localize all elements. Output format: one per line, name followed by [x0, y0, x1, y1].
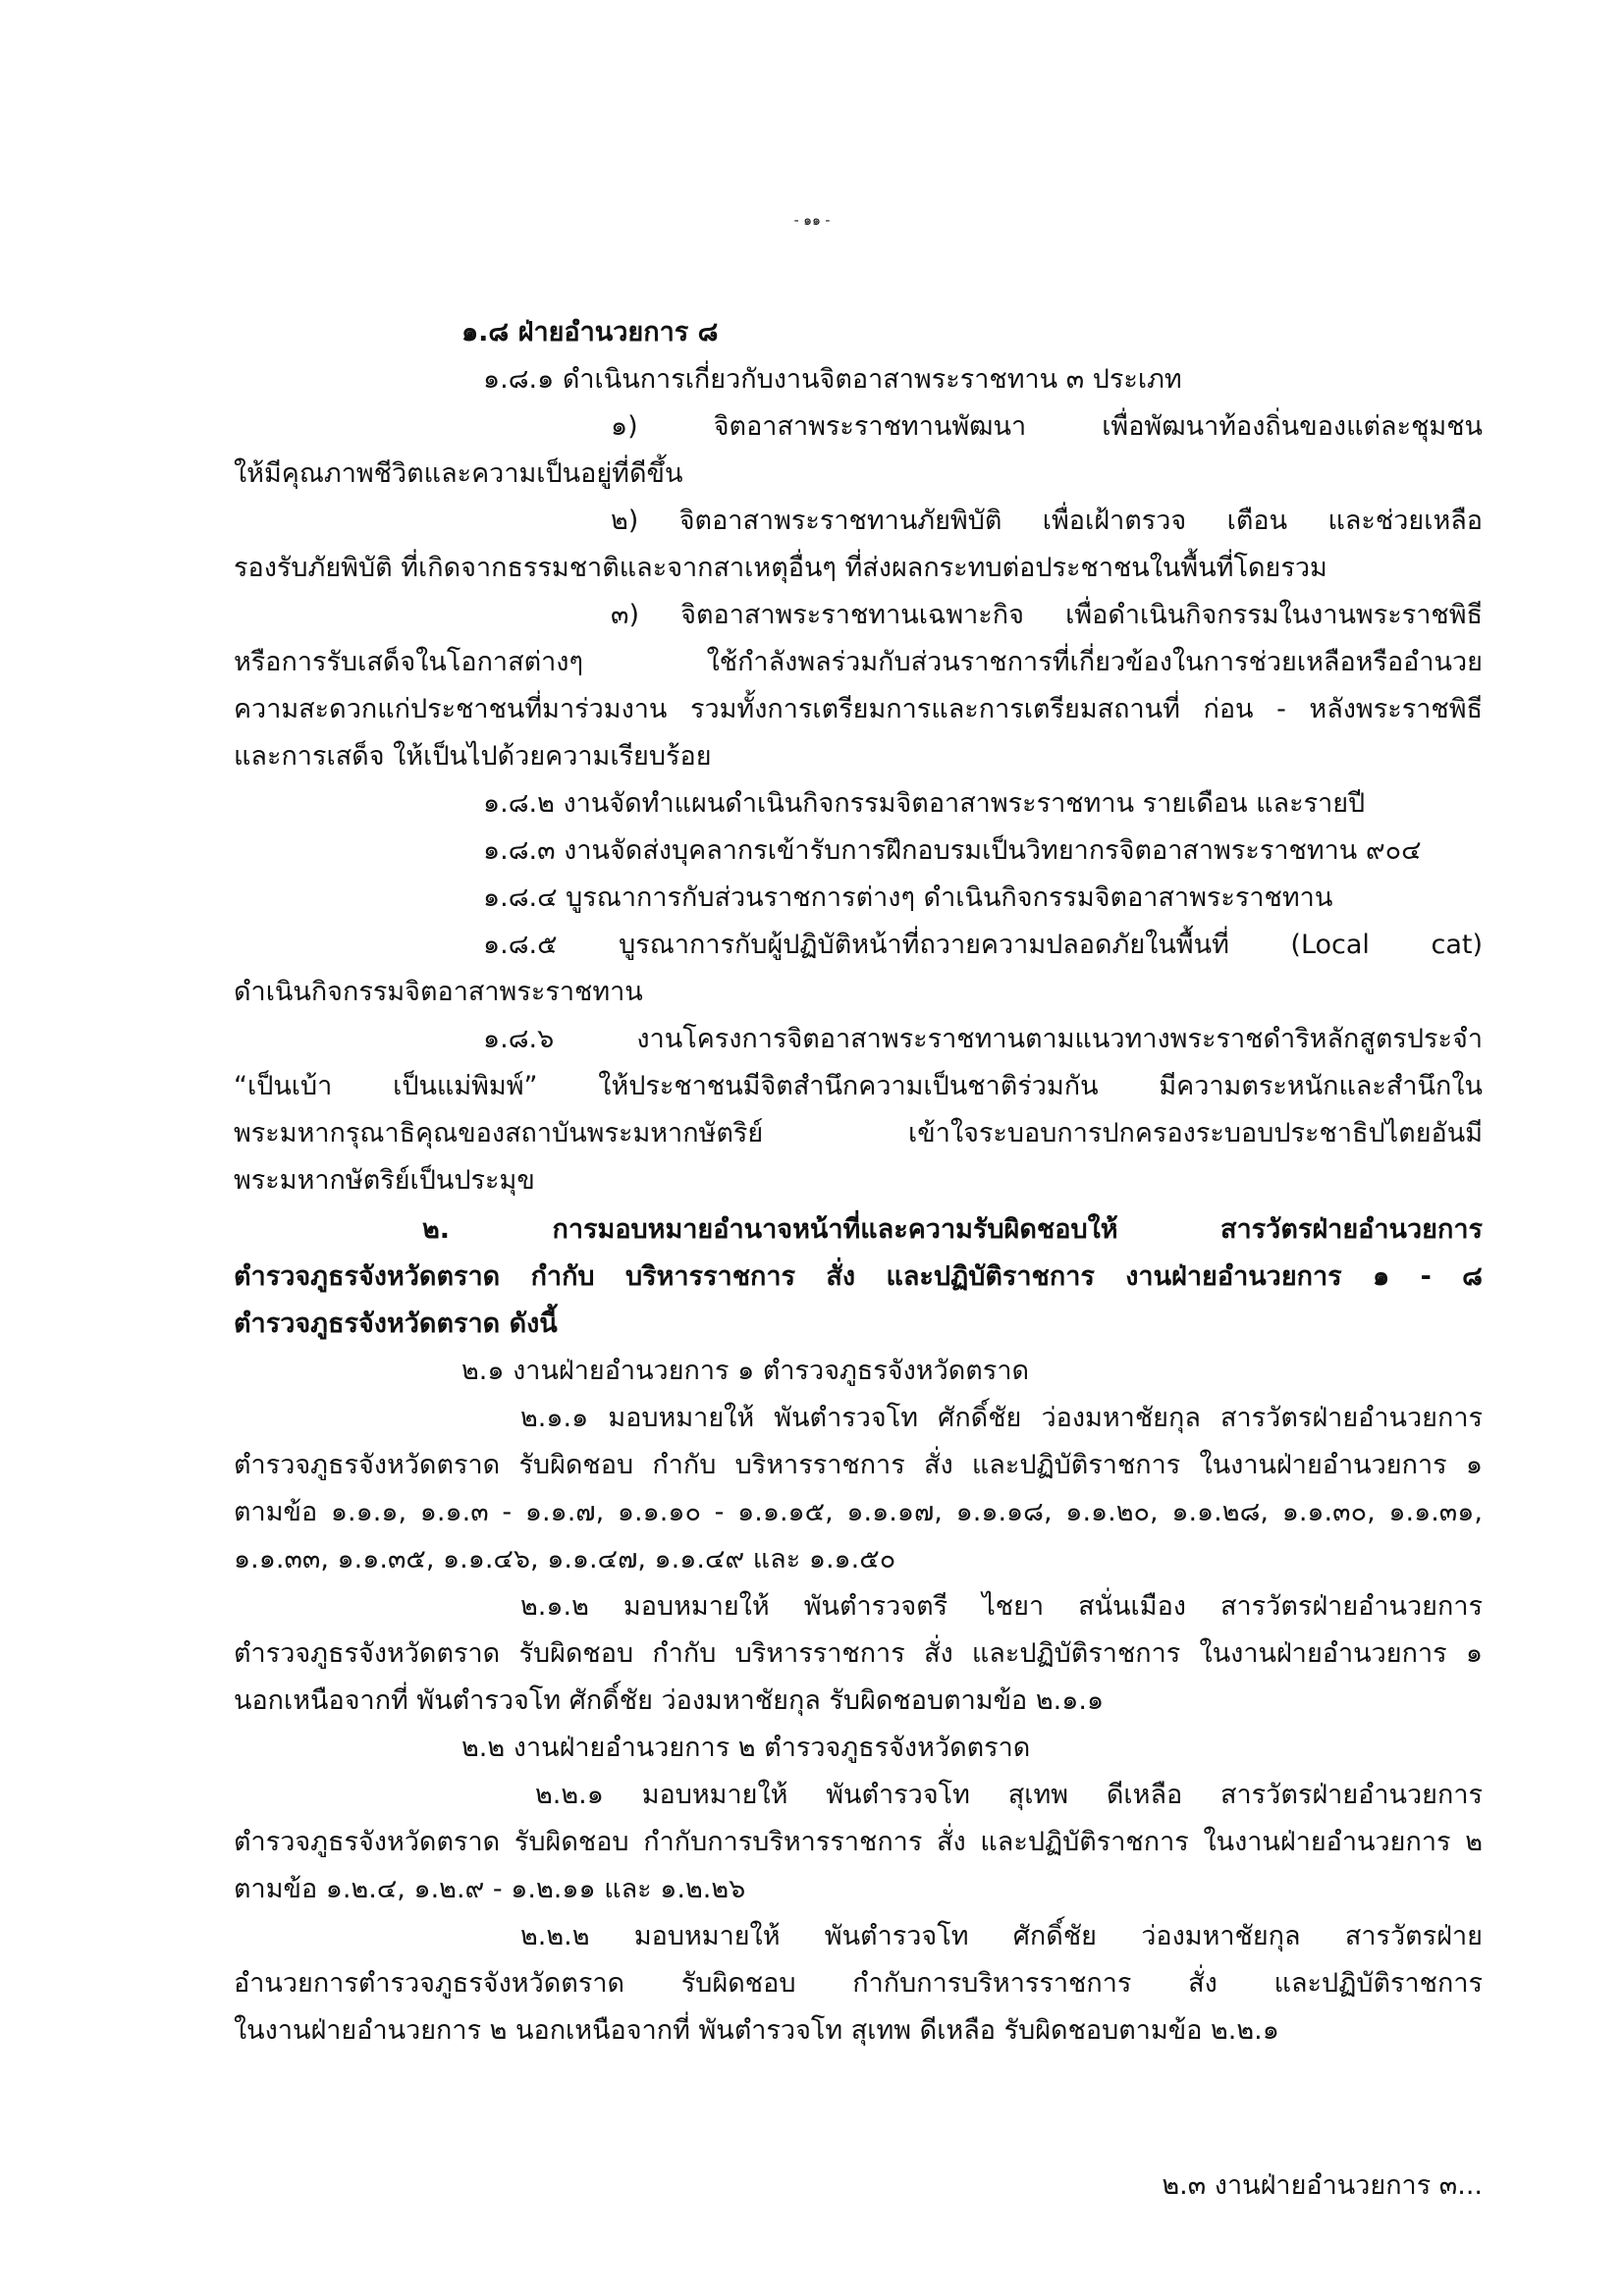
- sub-1-line-1: ๑) จิตอาสาพระราชทานพัฒนา เพื่อพัฒนาท้องถิ่นของแต่ละชุมชน: [611, 411, 1483, 442]
- sub-3-line-1: ๓) จิตอาสาพระราชทานเฉพาะกิจ เพื่อดำเนินกิจกรรมในงานพระราชพิธี: [611, 600, 1483, 630]
- section-2-heading-line-2: ตำรวจภูธรจังหวัดตราด กำกับ บริหารราชการ สั่ง และปฏิบัติราชการ งานฝ่ายอำนวยการ ๑ - ๘: [234, 1261, 1483, 1292]
- item-2-2-1-line-3: ตามข้อ ๑.๒.๔, ๑.๒.๙ - ๑.๒.๑๑ และ ๑.๒.๒๖: [234, 1874, 746, 1904]
- item-1-8-6-line-4: พระมหากษัตริย์เป็นประมุข: [234, 1165, 535, 1196]
- item-1-8-3: ๑.๘.๓ งานจัดส่งบุคลากรเข้ารับการฝึกอบรมเป็นวิทยากรจิตอาสาพระราชทาน ๙๐๔: [483, 835, 1422, 866]
- item-2-1-1-line-3: ตามข้อ ๑.๑.๑, ๑.๑.๓ - ๑.๑.๗, ๑.๑.๑๐ - ๑.๑.๑๕, ๑.๑.๑๗, ๑.๑.๑๘, ๑.๑.๒๐, ๑.๑.๒๘, ๑.๑.๓๐, ๑.๑.๓๑,: [234, 1497, 1483, 1527]
- item-1-8-4: ๑.๘.๔ บูรณาการกับส่วนราชการต่างๆ ดำเนินกิจกรรมจิตอาสาพระราชทาน: [483, 882, 1333, 913]
- item-1-8-6-line-1: ๑.๘.๖ งานโครงการจิตอาสาพระราชทานตามแนวทางพระราชดำริหลักสูตรประจำ: [483, 1024, 1483, 1054]
- item-2-1-2-line-1: ๒.๑.๒ มอบหมายให้ พันตำรวจตรี ไชยา สนั่นเมือง สารวัตรฝ่ายอำนวยการ: [520, 1591, 1483, 1622]
- section-2-heading-line-3: ตำรวจภูธรจังหวัดตราด ดังนี้: [234, 1308, 558, 1339]
- item-2-2-2-line-3: ในงานฝ่ายอำนวยการ ๒ นอกเหนือจากที่ พันตำรวจโท สุเทพ ดีเหลือ รับผิดชอบตามข้อ ๒.๒.๑: [234, 2015, 1279, 2046]
- item-2-1-2-line-3: นอกเหนือจากที่ พันตำรวจโท ศักดิ์ชัย ว่องมหาชัยกุล รับผิดชอบตามข้อ ๒.๑.๑: [234, 1685, 1105, 1716]
- item-2-2-1-line-2: ตำรวจภูธรจังหวัดตราด รับผิดชอบ กำกับการบริหารราชการ สั่ง และปฏิบัติราชการ ในงานฝ่ายอำนวยการ ๒: [234, 1827, 1483, 1857]
- item-1-8-5-line-2: ดำเนินกิจกรรมจิตอาสาพระราชทาน: [234, 977, 643, 1007]
- item-2-1-1-line-2: ตำรวจภูธรจังหวัดตราด รับผิดชอบ กำกับ บริหารราชการ สั่ง และปฏิบัติราชการ ในงานฝ่ายอำนวยการ ๑: [234, 1450, 1483, 1480]
- item-2-1-1-line-1: ๒.๑.๑ มอบหมายให้ พันตำรวจโท ศักดิ์ชัย ว่องมหาชัยกุล สารวัตรฝ่ายอำนวยการ: [520, 1403, 1483, 1433]
- sub-3-line-2: หรือการรับเสด็จในโอกาสต่างๆ ใช้กำลังพลร่วมกับส่วนราชการที่เกี่ยวข้องในการช่วยเหลือหรืออำนวย: [234, 647, 1483, 677]
- item-2-2-1-line-1: ๒.๒.๑ มอบหมายให้ พันตำรวจโท สุเทพ ดีเหลือ สารวัตรฝ่ายอำนวยการ: [535, 1780, 1483, 1810]
- section-1-8-heading: ๑.๘ ฝ่ายอำนวยการ ๘: [461, 317, 719, 347]
- item-2-2-2-line-2: อำนวยการตำรวจภูธรจังหวัดตราด รับผิดชอบ กำกับการบริหารราชการ สั่ง และปฏิบัติราชการ: [234, 1968, 1483, 1999]
- item-2-1-2-line-2: ตำรวจภูธรจังหวัดตราด รับผิดชอบ กำกับ บริหารราชการ สั่ง และปฏิบัติราชการ ในงานฝ่ายอำนวยการ ๑: [234, 1638, 1483, 1669]
- page-number: - ๑๑ -: [793, 213, 831, 229]
- section-2-2-title: ๒.๒ งานฝ่ายอำนวยการ ๒ ตำรวจภูธรจังหวัดตราด: [461, 1733, 1031, 1763]
- item-1-8-6-line-3: พระมหากรุณาธิคุณของสถาบันพระมหากษัตริย์ เข้าใจระบอบการปกครองระบอบประชาธิปไตยอันมี: [234, 1118, 1483, 1148]
- continuation-footer: ๒.๓ งานฝ่ายอำนวยการ ๓...: [1162, 2170, 1483, 2201]
- sub-2-line-1: ๒) จิตอาสาพระราชทานภัยพิบัติ เพื่อเฝ้าตรวจ เตือน และช่วยเหลือ: [611, 506, 1483, 536]
- section-2-heading-line-1: ๒. การมอบหมายอำนาจหน้าที่และความรับผิดชอบให้ สารวัตรฝ่ายอำนวยการ: [422, 1214, 1483, 1245]
- item-1-8-2: ๑.๘.๒ งานจัดทำแผนดำเนินกิจกรรมจิตอาสาพระราชทาน รายเดือน และรายปี: [483, 788, 1366, 819]
- item-1-8-1: ๑.๘.๑ ดำเนินการเกี่ยวกับงานจิตอาสาพระราชทาน ๓ ประเภท: [483, 364, 1182, 395]
- item-1-8-6-line-2: “เป็นเบ้า เป็นแม่พิมพ์” ให้ประชาชนมีจิตสำนึกความเป็นชาติร่วมกัน มีความตระหนักและสำนึกใน: [234, 1071, 1483, 1101]
- sub-1-line-2: ให้มีคุณภาพชีวิตและความเป็นอยู่ที่ดีขึ้น: [234, 458, 683, 489]
- sub-3-line-3: ความสะดวกแก่ประชาชนที่มาร่วมงาน รวมทั้งการเตรียมการและการเตรียมสถานที่ ก่อน - หลังพระราชพิธี: [234, 694, 1483, 724]
- item-2-1-1-line-4: ๑.๑.๓๓, ๑.๑.๓๕, ๑.๑.๔๖, ๑.๑.๔๗, ๑.๑.๔๙ และ ๑.๑.๕๐: [234, 1544, 896, 1575]
- item-1-8-5-line-1: ๑.๘.๕ บูรณาการกับผู้ปฏิบัติหน้าที่ถวายความปลอดภัยในพื้นที่ (Local cat): [483, 930, 1483, 960]
- sub-3-line-4: และการเสด็จ ให้เป็นไปด้วยความเรียบร้อย: [234, 741, 712, 772]
- section-2-1-title: ๒.๑ งานฝ่ายอำนวยการ ๑ ตำรวจภูธรจังหวัดตราด: [461, 1356, 1030, 1386]
- sub-2-line-2: รองรับภัยพิบัติ ที่เกิดจากธรรมชาติและจากสาเหตุอื่นๆ ที่ส่งผลกระทบต่อประชาชนในพื้นที่โดยรวม: [234, 553, 1327, 583]
- item-2-2-2-line-1: ๒.๒.๒ มอบหมายให้ พันตำรวจโท ศักดิ์ชัย ว่องมหาชัยกุล สารวัตรฝ่าย: [520, 1921, 1483, 1951]
